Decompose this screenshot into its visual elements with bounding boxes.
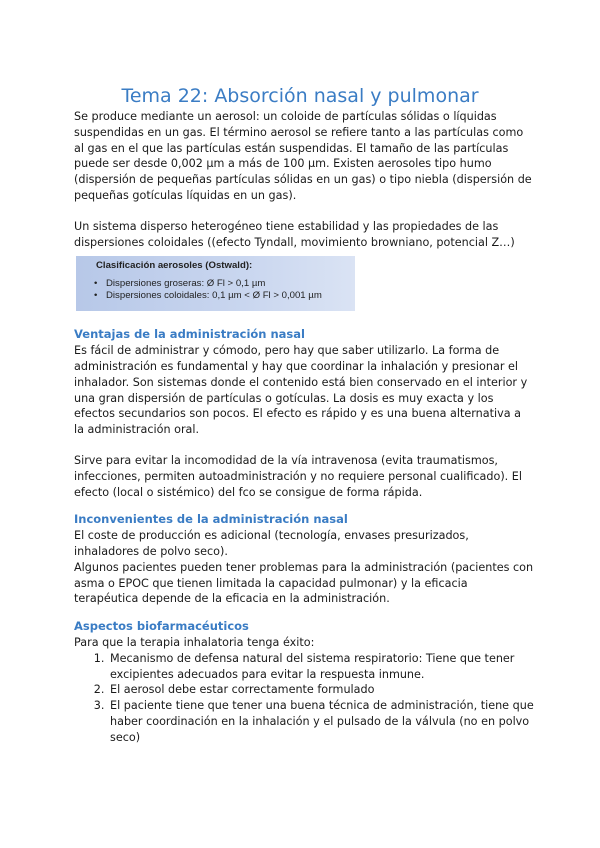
page-title: Tema 22: Absorción nasal y pulmonar bbox=[121, 84, 479, 107]
ventajas-paragraph-2: Sirve para evitar la incomodidad de la vía intravenosa (evita traumatismos, infecciones, permiten autoadministración y no requiere personal cualificado). El efecto (local o sistémico) del fco se consigue de forma rápida. bbox=[74, 453, 522, 499]
classification-item: • Dispersiones coloidales: 0,1 µm < Ø Fl > 0,001 µm bbox=[96, 290, 347, 302]
classification-item: • Dispersiones groseras: Ø Fl > 0,1 µm bbox=[96, 278, 347, 290]
section-heading-inconvenientes: Inconvenientes de la administración nasal bbox=[74, 512, 348, 527]
aspectos-list bbox=[74, 651, 534, 746]
list-item: 2. El aerosol debe estar correctamente formulado bbox=[108, 682, 534, 698]
document-body bbox=[74, 109, 534, 746]
list-item: 1. Mecanismo de defensa natural del sistema respiratorio: Tiene que tener excipientes adecuados para evitar la respuesta inmune. bbox=[108, 651, 534, 683]
ventajas-paragraph-1: Es fácil de administrar y cómodo, pero hay que saber utilizarlo. La forma de administración es fundamental y hay que coordinar la inhalación y presionar el inhalador. Son sistemas donde el contenido está bien conservado en el interior y una gran dispersión de partículas o gotículas. La dosis es muy exacta y los efectos secundarios son pocos. El efecto es rápido y es una buena alternativa a la administración oral. bbox=[74, 344, 528, 437]
section-heading-aspectos: Aspectos biofarmacéuticos bbox=[74, 619, 249, 634]
intro-paragraph-1: Se produce mediante un aerosol: un coloide de partículas sólidas o líquidas suspendidas en un gas. El término aerosol se refiere tanto a las partículas como al gas en el que las partículas están suspendidas. El tamaño de las partículas puede ser desde 0,002 µm a más de 100 µm. Existen aerosoles tipo humo (dispersión de pequeñas partículas sólidas en un gas) o tipo niebla (dispersión de pequeñas gotículas líquidas en un gas). bbox=[74, 110, 532, 202]
aerosol-classification-figure bbox=[76, 256, 355, 311]
inconvenientes-paragraph-1: El coste de producción es adicional (tecnología, envases presurizados, inhaladores de polvo seco). bbox=[74, 529, 469, 558]
intro-paragraph-2: Un sistema disperso heterogéneo tiene estabilidad y las propiedades de las dispersiones coloidales ((efecto Tyndall, movimiento browniano, potencial Z…) bbox=[74, 219, 515, 249]
list-item: 3. El paciente tiene que tener una buena técnica de administración, tiene que haber coordinación en la inhalación y el pulsado de la válvula (no en polvo seco) bbox=[108, 698, 534, 745]
inconvenientes-paragraph-2: Algunos pacientes pueden tener problemas para la administración (pacientes con asma o EPOC que tienen limitada la capacidad pulmonar) y la eficacia terapéutica depende de la eficacia en la administración. bbox=[74, 560, 534, 606]
aspectos-intro: Para que la terapia inhalatoria tenga éxito: bbox=[74, 635, 315, 649]
section-heading-ventajas: Ventajas de la administración nasal bbox=[74, 327, 305, 342]
classification-list bbox=[84, 278, 347, 302]
classification-title: Clasificación aerosoles (Ostwald): bbox=[96, 260, 253, 272]
